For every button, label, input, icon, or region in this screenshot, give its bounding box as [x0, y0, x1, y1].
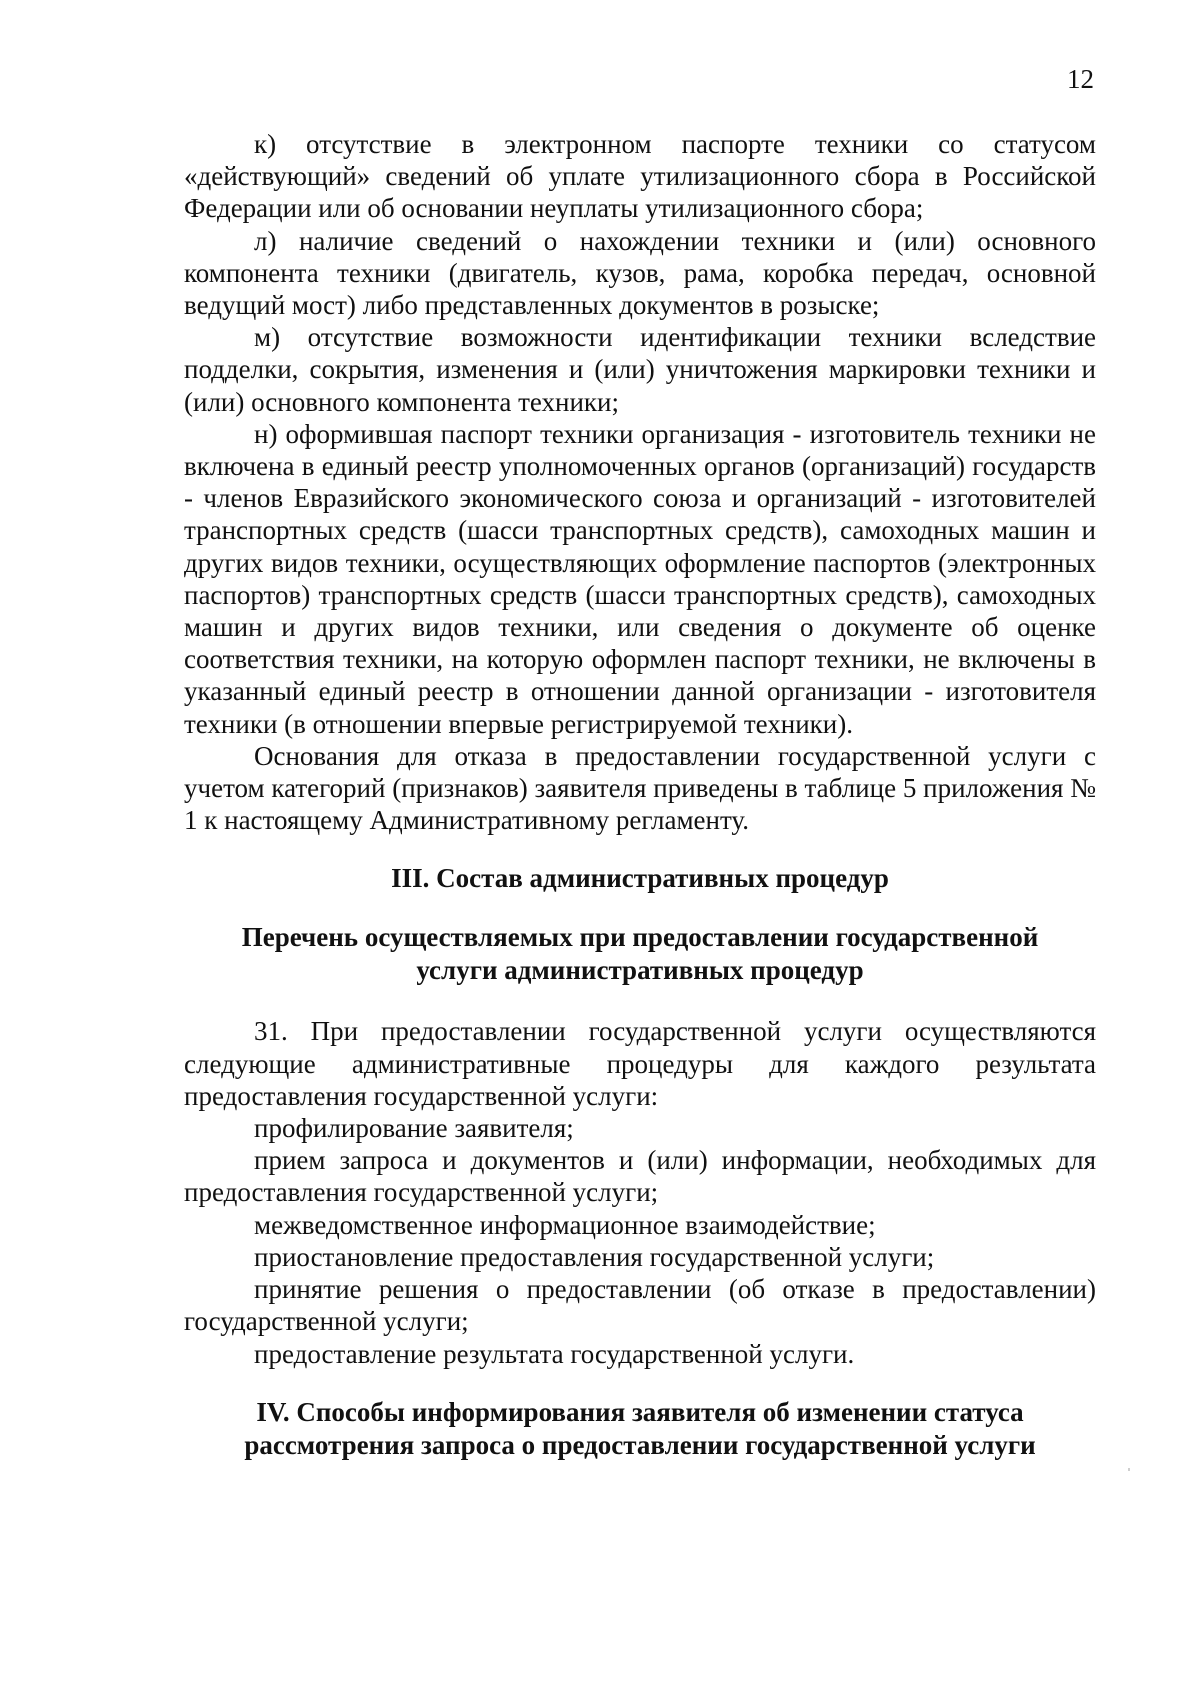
- procedures-list-heading: [184, 921, 1096, 987]
- page-number: 12: [1067, 64, 1094, 94]
- procedure-item: предоставление результата государственной услуги.: [254, 1338, 855, 1369]
- scan-artifact-mark: [1128, 1468, 1130, 1471]
- procedures-list-heading-line-1: Перечень осуществляемых при предоставлении государственной: [241, 922, 1039, 953]
- procedure-item: прием запроса и документов и (или) информации, необходимых для предоставления государственной услуги;: [184, 1145, 1096, 1208]
- paragraph-refusal-grounds: Основания для отказа в предоставлении государственной услуги с учетом категорий (признаков) заявителя приведены в таблице 5 приложения № 1 к настоящему Административному регламенту.: [184, 740, 1096, 836]
- paragraph-k: к) отсутствие в электронном паспорте техники со статусом «действующий» сведений об уплате утилизационного сбора в Российской Федерации или об основании неуплаты утилизационного сбора;: [184, 129, 1096, 224]
- page-content: [184, 128, 1096, 1462]
- paragraph-m: м) отсутствие возможности идентификации техники вследствие подделки, сокрытия, изменения и (или) уничтожения маркировки техники и (или) основного компонента техники;: [184, 322, 1096, 417]
- section-4-heading-line-1: IV. Способы информирования заявителя об изменении статуса: [256, 1396, 1024, 1427]
- section-4-heading: [184, 1396, 1096, 1462]
- procedures-list-heading-line-2: услуги административных процедур: [416, 955, 864, 986]
- paragraph-l: л) наличие сведений о нахождении техники и (или) основного компонента техники (двигатель, кузов, рама, коробка передач, основной ведущий мост) либо представленных документов в розыске;: [184, 225, 1096, 321]
- procedure-item: межведомственное информационное взаимодействие;: [254, 1209, 876, 1240]
- section-3-heading: III. Состав административных процедур: [391, 863, 889, 894]
- procedure-item: принятие решения о предоставлении (об отказе в предоставлении) государственной услуги;: [184, 1274, 1096, 1337]
- procedure-item: приостановление предоставления государственной услуги;: [254, 1241, 935, 1272]
- paragraph-31: 31. При предоставлении государственной услуги осуществляются следующие административные процедуры для каждого результата предоставления государственной услуги:: [184, 1016, 1096, 1111]
- paragraph-n: н) оформившая паспорт техники организация - изготовитель техники не включена в единый реестр уполномоченных органов (организаций) государств - членов Евразийского экономического союза и организаций - изготовителей транспортных средств (шасси транспортных средств), самоходных машин и других видов техники, осуществляющих оформление паспортов (электронных паспортов) транспортных средств (шасси транспортных средств), самоходных машин и других видов техники, или сведения о документе об оценке соответствия техники, на которую оформлен паспорт техники, не включены в указанный единый реестр в отношении данной организации - изготовителя техники (в отношении впервые регистрируемой техники).: [184, 418, 1096, 739]
- procedure-item: профилирование заявителя;: [254, 1113, 574, 1144]
- section-4-heading-line-2: рассмотрения запроса о предоставлении государственной услуги: [244, 1429, 1036, 1460]
